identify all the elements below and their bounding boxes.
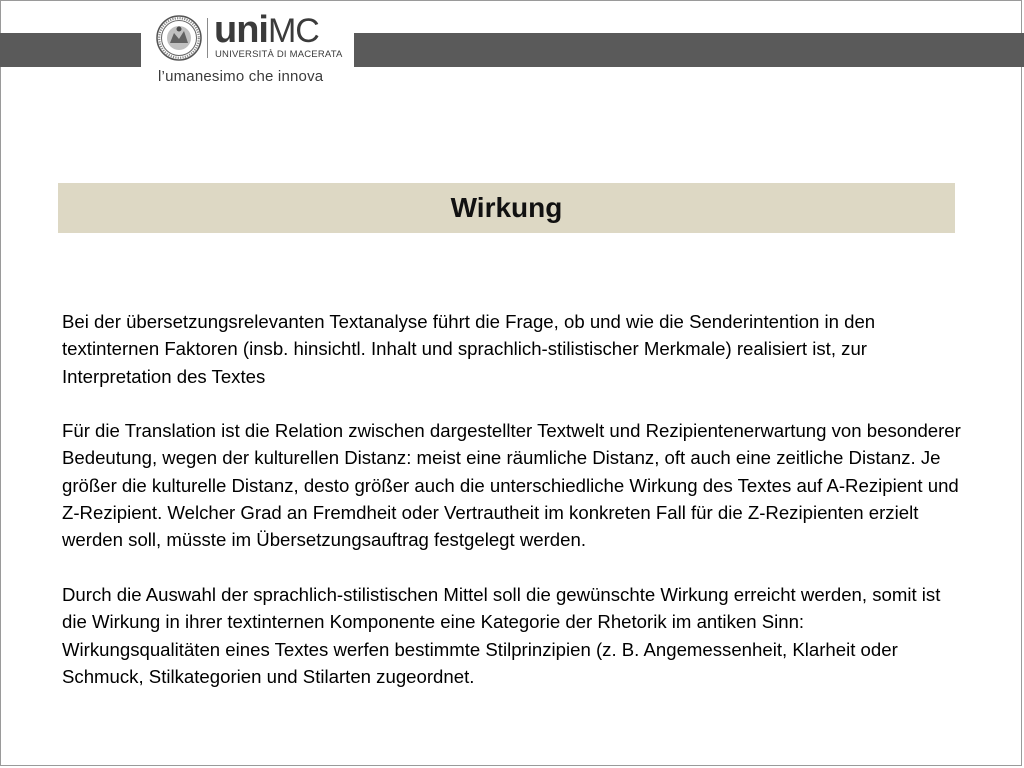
logo-divider: [207, 18, 208, 58]
title-band: [58, 183, 955, 233]
header-bar-left: [0, 33, 141, 67]
slide-title: Wirkung: [450, 192, 563, 223]
logo-word-light: MC: [267, 12, 319, 50]
paragraph: Durch die Auswahl der sprachlich-stilistischen Mittel soll die gewünschte Wirkung erreicht werden, somit ist die Wirkung in ihrer textinternen Komponente eine Kategorie der Rhetorik im antiken Sinn: Wirkungsqualitäten eines Textes werfen bestimmte Stilprinzipien (z. B. Angemessenheit, Klarheit oder Schmuck, Stilkategorien und Stilarten zugeordnet.: [62, 583, 941, 687]
logo-word-bold: uni: [214, 9, 268, 51]
header-bar-right: [354, 33, 1024, 67]
paragraph: Für die Translation ist die Relation zwischen dargestellter Textwelt und Rezipientenerwartung von besonderer Bedeutung, wegen der kulturellen Distanz: meist eine räumliche Distanz, oft auch eine zeitliche Distanz. Je größer die kulturelle Distanz, desto größer auch die unterschiedliche Wirkung des Textes auf A-Rezipient und Z-Rezipient. Welcher Grad an Fremdheit oder Vertrautheit im konkreten Fall für die Z-Rezipienten erzielt werden soll, müsste im Übersetzungsauftrag festgelegt werden.: [62, 420, 961, 551]
slide-body: [62, 308, 962, 717]
tagline: l’umanesimo che innova: [158, 68, 324, 85]
logo-wordmark: [214, 9, 319, 51]
university-seal-icon: [156, 15, 202, 61]
logo-subtitle: UNIVERSITÀ DI MACERATA: [215, 49, 343, 60]
paragraph: Bei der übersetzungsrelevanten Textanalyse führt die Frage, ob und wie die Senderintention in den textinternen Faktoren (insb. hinsichtl. Inhalt und sprachlich-stilistischer Merkmale) realisiert ist, zur Interpretation des Textes: [62, 311, 876, 387]
